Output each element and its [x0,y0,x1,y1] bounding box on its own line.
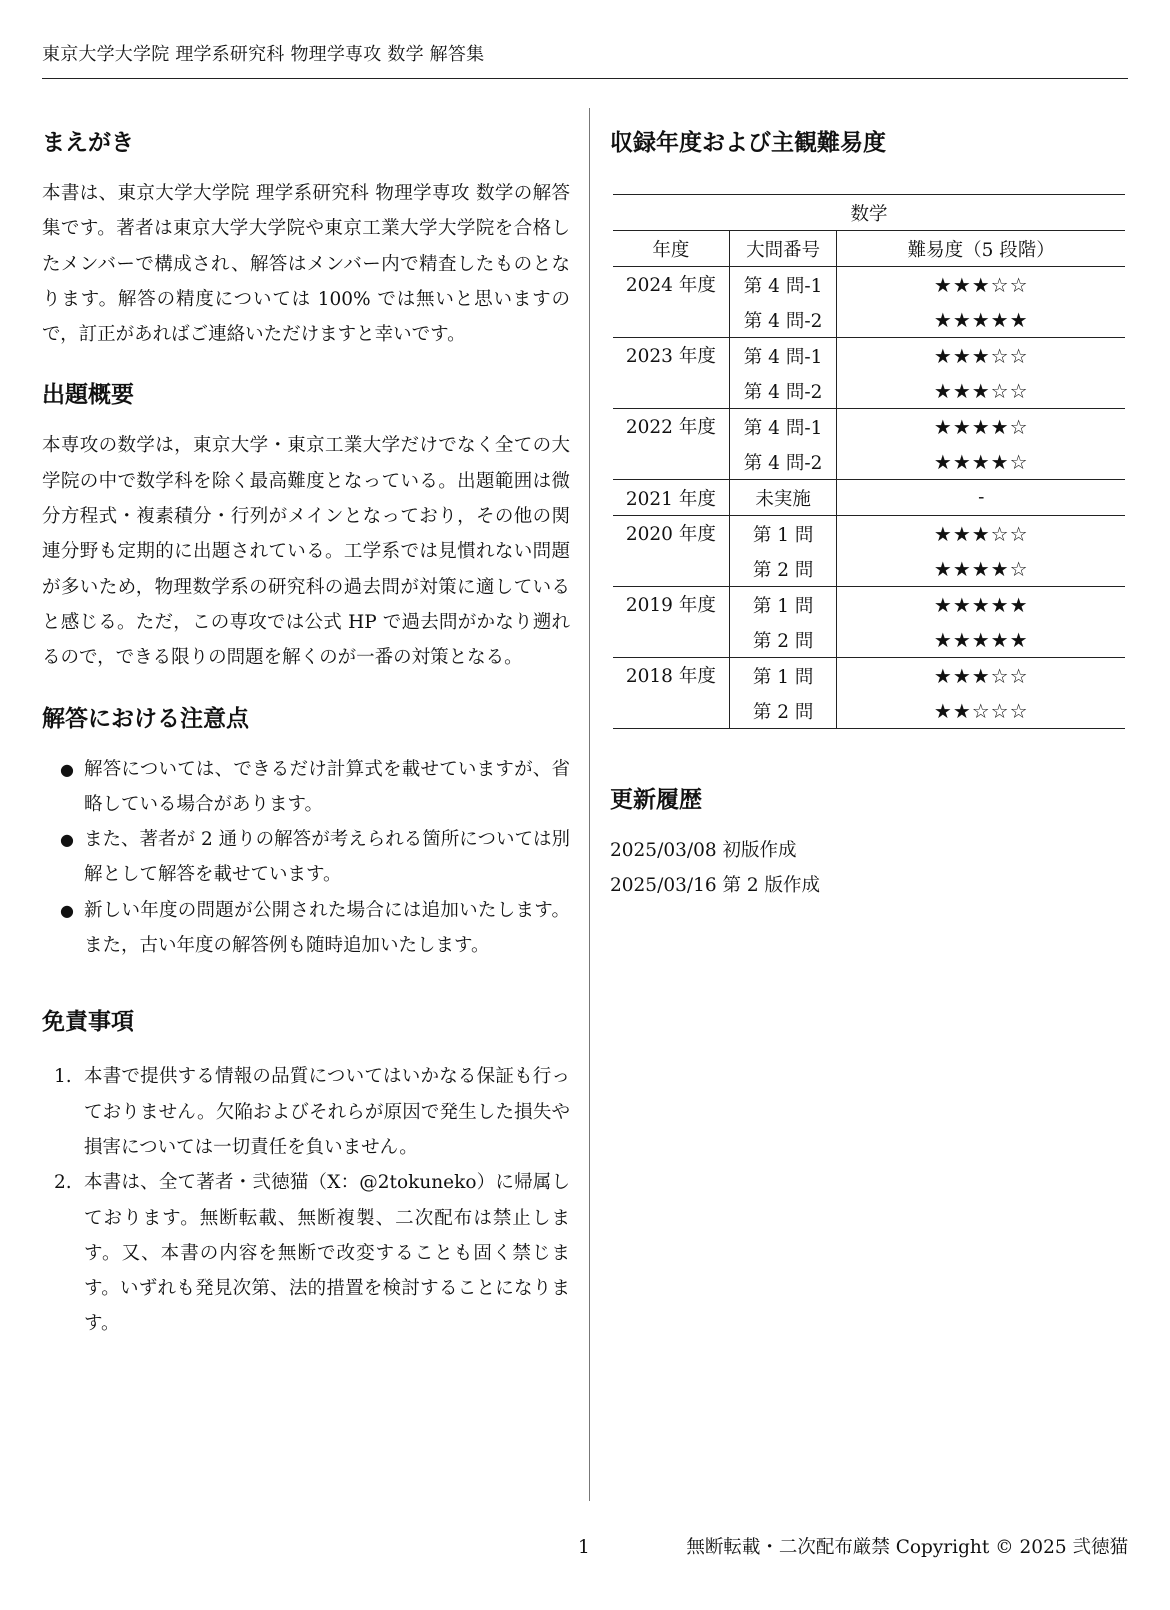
difficulty-stars: ★★★☆☆ [837,267,1125,303]
problem-cell: 第 1 問 [729,658,837,694]
disclaimer-list [42,1059,570,1341]
right-column [610,120,1130,903]
copyright-notice: 無断転載・二次配布厳禁 Copyright © 2025 弐徳猫 [686,1537,1128,1558]
problem-cell: 第 2 問 [729,693,837,729]
table-row [613,658,1125,694]
item-number: 2. [54,1172,72,1194]
difficulty-stars: ★★★☆☆ [837,658,1125,694]
table-section-heading: 収録年度および主観難易度 [610,130,886,156]
difficulty-stars: ★★★★☆ [837,409,1125,445]
list-item [42,893,570,964]
list-item [42,822,570,893]
list-item [42,1059,570,1165]
problem-cell: 第 4 問-1 [729,409,837,445]
problem-cell: 第 4 問-2 [729,444,837,480]
column-header-difficulty: 難易度（5 段階） [837,231,1125,267]
disclaimer-text: 本書で提供する情報の品質についてはいかなる保証も行っておりません。欠陥およびそれらが原因で発生した損失や損害については一切責任を負いません。 [84,1066,570,1158]
problem-cell: 第 4 問-1 [729,267,837,303]
bullet-icon: ● [60,759,74,779]
problem-cell: 第 1 問 [729,516,837,552]
problem-cell: 第 4 問-2 [729,302,837,338]
problem-cell: 第 2 問 [729,551,837,587]
bullet-icon: ● [60,900,74,920]
note-text: 解答については、できるだけ計算式を載せていますが、省略している場合があります。 [84,758,570,815]
table-row [613,267,1125,303]
page-number: 1 [578,1537,590,1558]
preface-text: 本書は、東京大学大学院 理学系研究科 物理学専攻 数学の解答集です。著者は東京大学大学院や東京工業大学大学院を合格したメンバーで構成され、解答はメンバー内で精査したものとなります。解答の精度については 100% では無いと思いますので，訂正があればご連絡いただけますと幸いです。 [42,183,570,346]
history-entry: 2025/03/16 第 2 版作成 [610,875,821,896]
year-cell: 2019 年度 [613,587,729,658]
difficulty-stars: ★★★★☆ [933,556,1029,581]
difficulty-stars: ★★★★★ [933,307,1029,332]
problem-cell: 第 1 問 [729,587,837,623]
history-entry: 2025/03/08 初版作成 [610,840,797,861]
list-item [42,1165,570,1341]
difficulty-stars: ★★★☆☆ [837,516,1125,552]
year-cell: 2024 年度 [613,267,729,338]
difficulty-stars: ★★★★☆ [933,449,1029,474]
note-text: 新しい年度の問題が公開された場合には追加いたします。また，古い年度の解答例も随時追加いたします。 [84,899,570,957]
table-row [613,409,1125,445]
difficulty-table [613,194,1125,729]
item-number: 1. [54,1066,72,1088]
year-cell: 2023 年度 [613,338,729,409]
difficulty-stars: ★★★★★ [933,627,1029,652]
notes-heading: 解答における注意点 [42,705,249,732]
table-row [613,338,1125,374]
preface-heading: まえがき [42,130,134,156]
difficulty-stars: ★★★★★ [837,587,1125,623]
table-caption: 数学 [613,195,1125,231]
problem-cell: 未実施 [729,480,837,516]
column-header-year: 年度 [613,231,729,267]
year-cell: 2020 年度 [613,516,729,587]
year-cell: 2018 年度 [613,658,729,729]
difficulty-stars: ★★★☆☆ [933,378,1029,403]
history-list [610,833,1130,903]
year-cell: 2021 年度 [613,480,729,516]
left-column [42,120,570,1342]
table-row [613,480,1125,516]
notes-list [42,752,570,964]
overview-text: 本専攻の数学は，東京大学・東京工業大学だけでなく全ての大学院の中で数学科を除く最高難度となっている。出題範囲は微分方程式・複素積分・行列がメインとなっており，その他の関連分野も定期的に出題されている。工学系では見慣れない問題が多いため，物理数学系の研究科の過去問が対策に適していると感じる。ただ，この専攻では公式 HP で過去問がかなり遡れるので，できる限りの問題を解くのが一番の対策となる。 [42,435,570,669]
difficulty-stars: ★★☆☆☆ [837,693,1125,729]
bullet-icon: ● [60,830,74,850]
header-title: 東京大学大学院 理学系研究科 物理学専攻 数学 解答集 [42,44,485,65]
list-item [42,752,570,823]
column-header-problem: 大問番号 [729,231,837,267]
disclaimer-text: 本書は、全て著者・弐徳猫（X：@2tokuneko）に帰属しております。無断転載、無断複製、二次配布は禁止します。又、本書の内容を無断で改変することも固く禁じます。いずれも発見次第、法的措置を検討することになります。 [84,1172,570,1335]
year-cell: 2022 年度 [613,409,729,480]
table-row [613,516,1125,552]
note-text: また、著者が 2 通りの解答が考えられる箇所については別解として解答を載せています。 [84,829,570,886]
column-divider [589,108,590,1501]
difficulty-stars: ★★★☆☆ [837,338,1125,374]
disclaimer-heading: 免責事項 [42,1009,134,1036]
problem-cell: 第 4 問-1 [729,338,837,374]
problem-cell: 第 4 問-2 [729,373,837,409]
table-row [613,587,1125,623]
difficulty-stars: - [837,480,1125,516]
page-header [42,44,1128,79]
history-heading: 更新履歴 [610,787,702,813]
problem-cell: 第 2 問 [729,622,837,658]
overview-heading: 出題概要 [42,382,134,409]
